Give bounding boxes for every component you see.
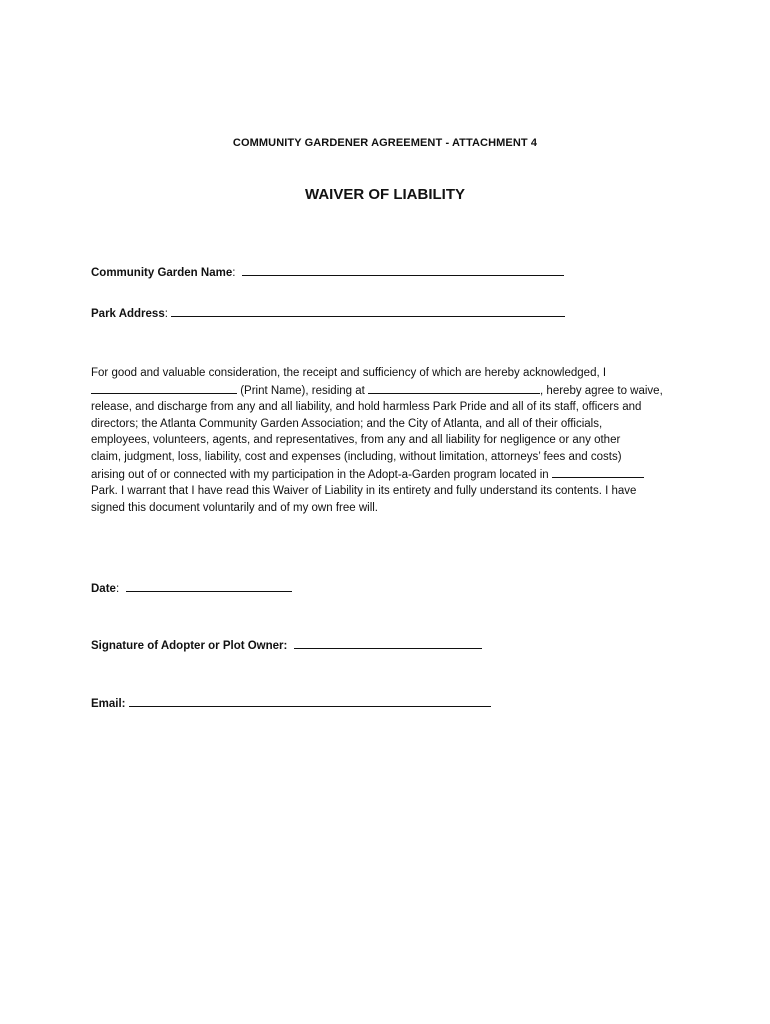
paragraph-line-7: [91, 466, 683, 484]
email-field: [91, 695, 491, 710]
document-title: WAIVER OF LIABILITY: [305, 186, 465, 203]
garden-name-field: [91, 264, 564, 279]
garden-name-colon: :: [232, 267, 242, 279]
agree-text: , hereby agree to waive,: [540, 384, 663, 397]
paragraph-line-2: [91, 382, 683, 400]
paragraph-line-3: release, and discharge from any and all liability, and hold harmless Park Pride and all of its staff, officers and: [91, 401, 642, 414]
signature-field: [91, 637, 482, 652]
paragraph-line-9: signed this document voluntarily and of my own free will.: [91, 501, 379, 514]
location-text: arising out of or connected with my participation in the Adopt-a-Garden program located in: [91, 468, 549, 481]
signature-blank[interactable]: [294, 637, 482, 649]
paragraph-line-1: For good and valuable consideration, the receipt and sufficiency of which are hereby acknowledged, I: [91, 367, 607, 379]
park-location-blank[interactable]: [552, 466, 644, 478]
email-label: Email:: [91, 698, 126, 710]
date-label: Date: [91, 583, 116, 595]
print-name-text: (Print Name), residing at: [240, 384, 365, 397]
document-header: COMMUNITY GARDENER AGREEMENT - ATTACHMENT 4: [232, 137, 538, 149]
park-address-field: [91, 305, 565, 320]
email-blank[interactable]: [129, 695, 491, 707]
garden-name-label: Community Garden Name: [91, 267, 233, 279]
paragraph-line-8: Park. I warrant that I have read this Waiver of Liability in its entirety and fully understand its contents. I have: [91, 485, 637, 498]
paragraph-line-6: claim, judgment, loss, liability, cost and expenses (including, without limitation, attorneys’ fees and costs): [91, 450, 622, 463]
paragraph-line-4: directors; the Atlanta Community Garden Association; and the City of Atlanta, and all of their officials,: [91, 417, 603, 430]
date-field: [91, 580, 292, 595]
park-address-blank[interactable]: [171, 305, 565, 317]
residence-blank[interactable]: [368, 382, 540, 394]
paragraph-line-5: employees, volunteers, agents, and representatives, from any and all liability for negligence or any other: [91, 434, 621, 447]
date-blank[interactable]: [126, 580, 292, 592]
garden-name-blank[interactable]: [242, 264, 564, 276]
park-address-colon: :: [164, 308, 172, 320]
date-colon: :: [115, 583, 126, 595]
park-address-label: Park Address: [91, 308, 165, 320]
print-name-blank[interactable]: [91, 382, 237, 394]
waiver-paragraph: [91, 365, 683, 516]
signature-label: Signature of Adopter or Plot Owner:: [91, 640, 288, 652]
